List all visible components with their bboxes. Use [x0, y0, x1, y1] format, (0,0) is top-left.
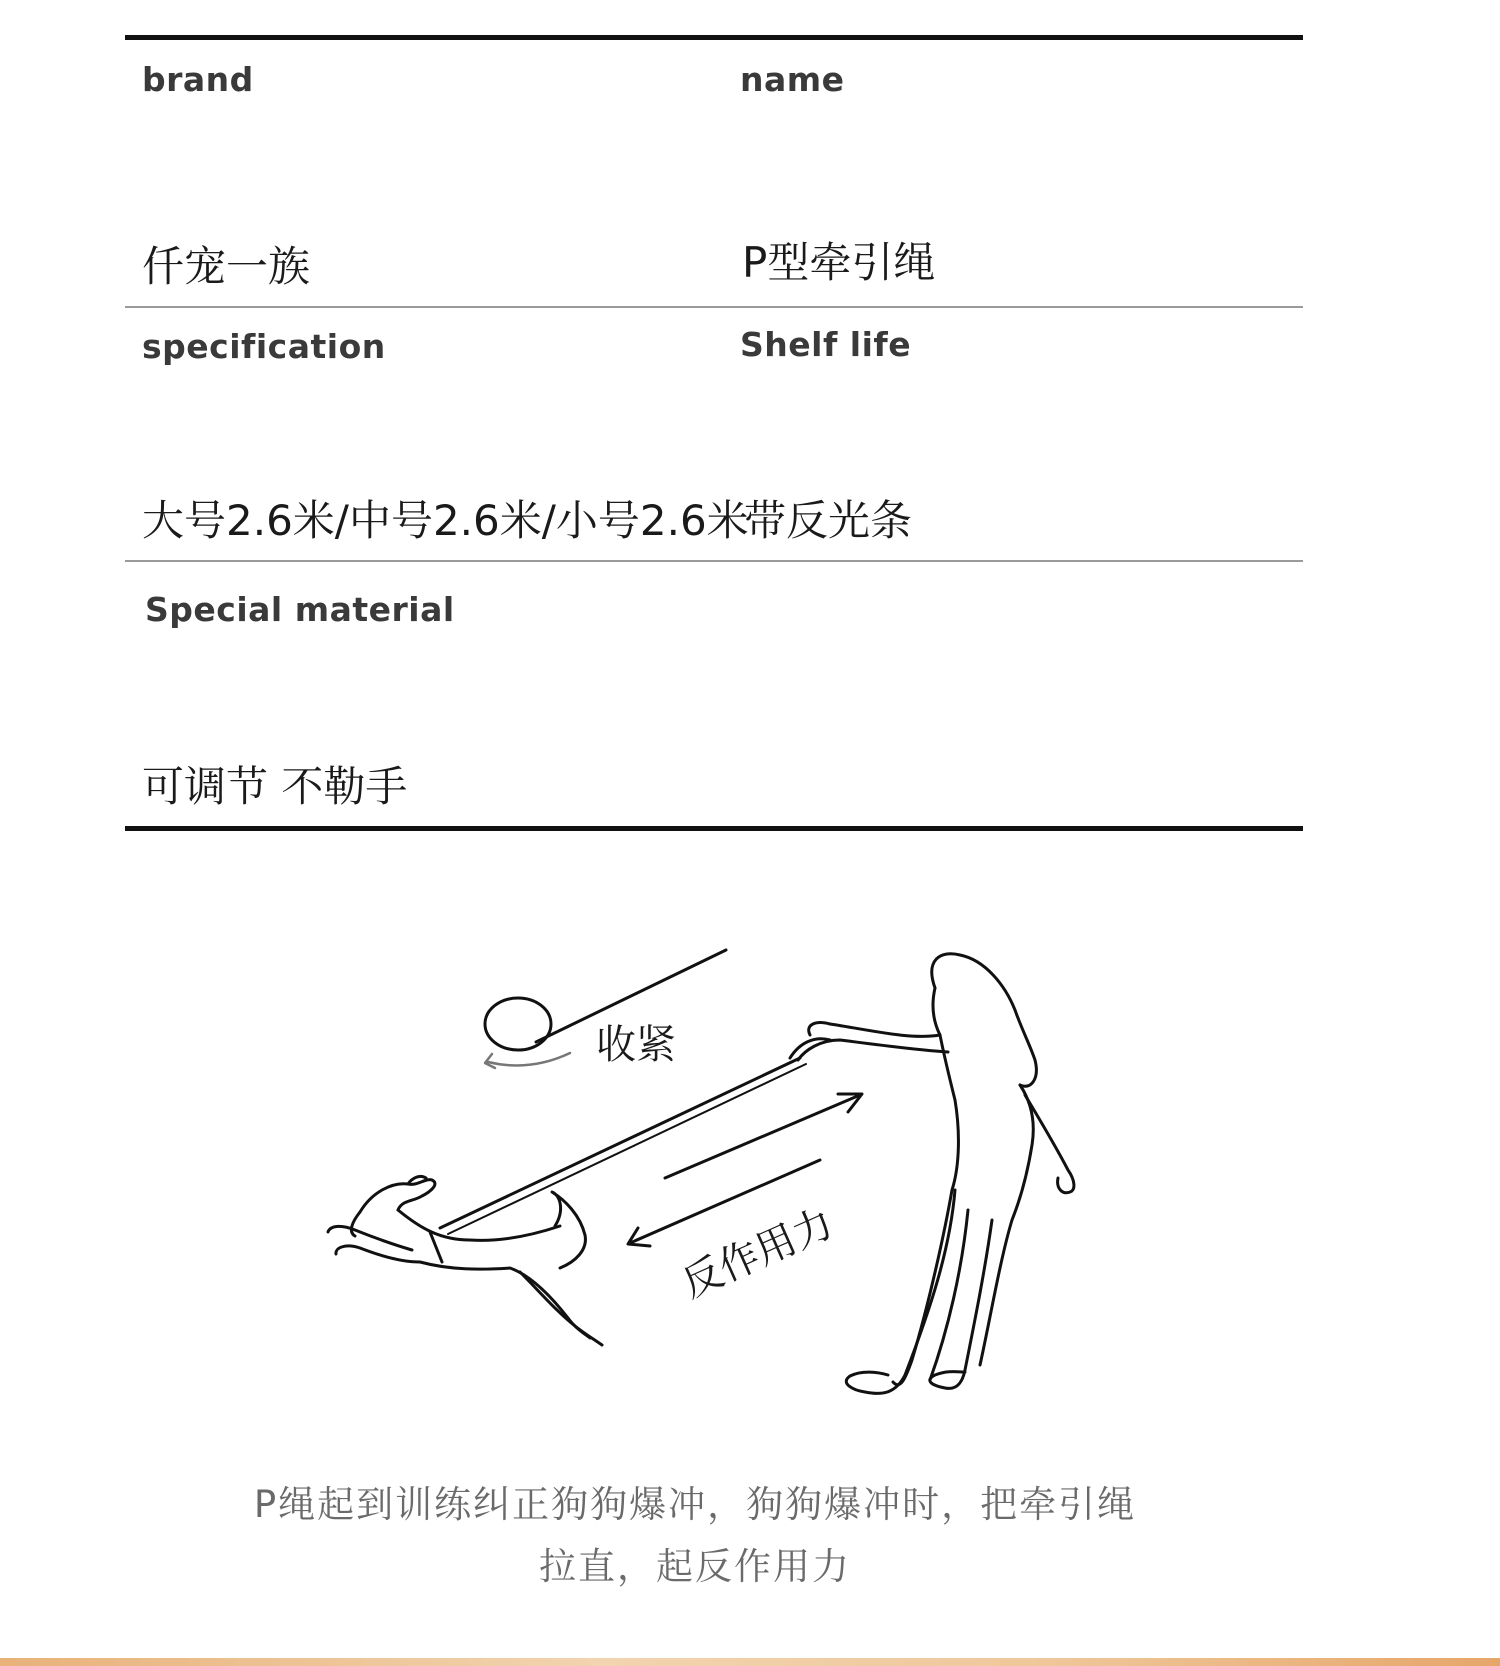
name-value: P型牵引绳: [742, 238, 936, 287]
specification-label: specification: [142, 327, 386, 366]
shelf-life-label: Shelf life: [740, 325, 912, 364]
dog-figure-icon: [328, 1176, 602, 1345]
tighten-arrow-icon: [488, 1053, 570, 1065]
person-figure-icon: [790, 954, 1074, 1394]
tighten-label: 收紧: [596, 1022, 676, 1068]
special-material-label: Special material: [145, 590, 455, 629]
caption-line-2: 拉直，起反作用力: [539, 1545, 851, 1588]
brand-value: 仟宠一族: [142, 242, 311, 291]
name-label: name: [740, 60, 845, 99]
reaction-force-label: 反作用力: [675, 1200, 841, 1308]
bottom-color-strip: [0, 1658, 1500, 1666]
specification-value: 大号2.6米/中号2.6米/小号2.6米: [142, 496, 749, 545]
shelf-life-value: 带反光条: [744, 496, 913, 545]
caption-line-1: P绳起到训练纠正狗狗爆冲，狗狗爆冲时，把牵引绳: [253, 1483, 1137, 1526]
brand-label: brand: [142, 60, 254, 99]
special-material-value: 可调节 不勒手: [142, 762, 408, 811]
